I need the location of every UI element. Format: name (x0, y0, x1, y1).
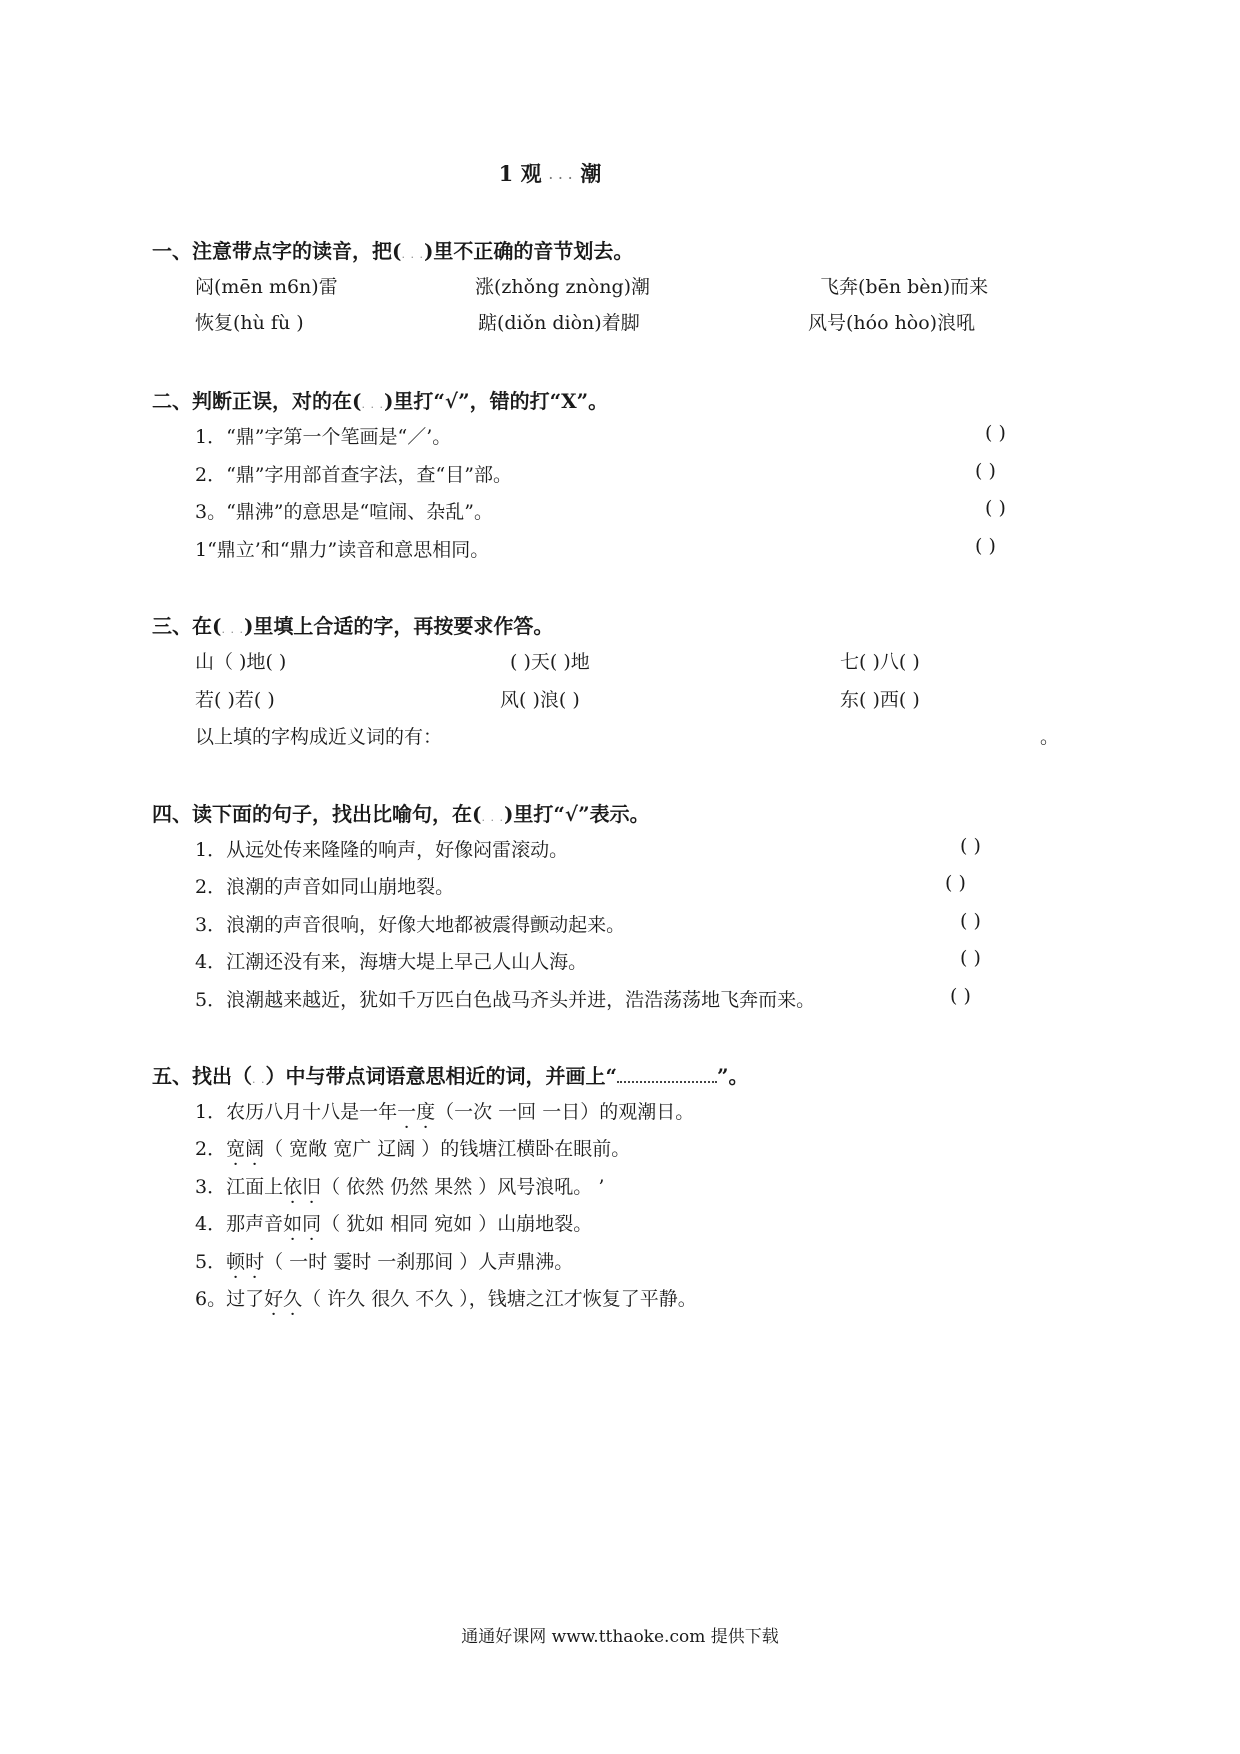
fill-item[interactable]: 七( )八( ) (840, 651, 920, 673)
section-4-heading (152, 798, 650, 827)
heading-text: )里打“√”表示。 (503, 802, 650, 826)
title-number: 1 (498, 161, 514, 186)
heading-text: 一、注意带点字的读音，把( (152, 239, 402, 263)
item-prefix: 2． (195, 1138, 227, 1160)
pinyin-item: 踮(diǒn diòn)着脚 (478, 312, 640, 334)
dotted-char: 时 (245, 1251, 265, 1273)
sentence-item: 5．浪潮越来越近，犹如千万匹白色战马齐头并进，浩浩荡荡地飞奔而来。 (195, 989, 816, 1011)
item-options: （ 许久 很久 不久 ），钱塘之江才恢复了平静。 (302, 1288, 697, 1310)
dotted-char: 同 (302, 1213, 322, 1235)
item-options: （ 犹如 相同 宛如 ）山崩地裂。 (321, 1213, 593, 1235)
sentence-item: 4．江潮还没有来，海塘大堤上早己人山人海。 (195, 951, 588, 973)
heading-text: 五、找出（ (152, 1064, 252, 1088)
heading-text: 三、在( (152, 614, 222, 638)
heading-text: )里不正确的音节划去。 (423, 239, 634, 263)
answer-paren[interactable]: ( ) (975, 460, 996, 482)
answer-paren[interactable]: ( ) (960, 947, 981, 969)
title-dots: . . . (548, 169, 574, 182)
fill-item[interactable]: 风( )浪( ) (500, 689, 580, 711)
pinyin-item: 风号(hóo hòo)浪吼 (808, 312, 976, 334)
dotted-char: 好 (264, 1288, 284, 1310)
judgement-item: 1“鼎立’和“鼎力”读音和意思相同。 (195, 539, 490, 561)
heading-text: )里打“√”，错的打“X”。 (383, 389, 609, 413)
section-5-heading (152, 1060, 749, 1089)
heading-dots: . . . (361, 398, 384, 411)
fill-item[interactable]: 东( )西( ) (840, 689, 920, 711)
heading-text: ”。 (717, 1064, 749, 1088)
dotted-char: 顿 (226, 1251, 246, 1273)
item-options: （ 依然 仍然 果然 ）风号浪吼。 ’ (321, 1176, 605, 1198)
title-char-1: 观 (520, 161, 542, 186)
wavy-underline-sample (617, 1071, 717, 1083)
page-title (0, 158, 1100, 188)
answer-paren[interactable]: ( ) (945, 872, 966, 894)
answer-paren[interactable]: ( ) (960, 835, 981, 857)
dotted-char: 依 (283, 1176, 303, 1198)
judgement-item: 1．“鼎”字第一个笔画是“／’。 (195, 426, 452, 448)
dotted-char: 旧 (302, 1176, 322, 1198)
answer-paren[interactable]: ( ) (960, 910, 981, 932)
item-options: （ 一时 霎时 一刹那间 ）人声鼎沸。 (264, 1251, 574, 1273)
item-prefix: 4．那声音 (195, 1213, 284, 1235)
judgement-item: 2．“鼎”字用部首查字法，查“目”部。 (195, 464, 512, 486)
item-options: （一次 一回 一日）的观潮日。 (435, 1101, 695, 1123)
item-prefix: 1．农历八月十八是一年 (195, 1101, 398, 1123)
heading-text: 四、读下面的句子，找出比喻句，在( (152, 802, 482, 826)
sentence-item: 2．浪潮的声音如同山崩地裂。 (195, 876, 455, 898)
heading-text: ）中与带点词语意思相近的词，并画上“ (265, 1064, 618, 1088)
item-prefix: 3．江面上 (195, 1176, 284, 1198)
synonym-line-end: 。 (1040, 726, 1060, 748)
answer-paren[interactable]: ( ) (975, 535, 996, 557)
title-char-2: 潮 (580, 161, 602, 186)
dotted-char: 度 (416, 1101, 436, 1123)
dotted-char: 宽 (226, 1138, 246, 1160)
dotted-char: 一 (397, 1101, 417, 1123)
dotted-char: 如 (283, 1213, 303, 1235)
synonym-item (195, 1097, 694, 1124)
item-prefix: 5． (195, 1251, 227, 1273)
heading-dots: . . . (481, 811, 504, 824)
fill-item[interactable]: 山（ )地( ) (195, 651, 287, 673)
sentence-item: 3．浪潮的声音很响，好像大地都被震得颤动起来。 (195, 914, 626, 936)
item-prefix: 6。过了 (195, 1288, 265, 1310)
footer-credit: 通通好课网 www.tthaoke.com 提供下载 (461, 1627, 779, 1647)
synonym-line: 以上填的字构成近义词的有： (195, 726, 443, 748)
judgement-item: 3。“鼎沸”的意思是“喧闹、杂乱”。 (195, 501, 493, 523)
pinyin-item: 恢复(hù fù ) (195, 312, 304, 334)
dotted-char: 久 (283, 1288, 303, 1310)
answer-paren[interactable]: ( ) (950, 985, 971, 1007)
pinyin-item: 闷(mēn m6n)雷 (195, 276, 338, 298)
synonym-item (195, 1209, 592, 1236)
pinyin-item: 涨(zhǒng znòng)潮 (475, 276, 651, 298)
synonym-item (195, 1134, 630, 1161)
sentence-item: 1．从远处传来隆隆的响声，好像闷雷滚动。 (195, 839, 569, 861)
pinyin-item: 飞奔(bēn bèn)而来 (820, 276, 989, 298)
answer-paren[interactable]: ( ) (985, 422, 1006, 444)
section-2-heading (152, 385, 608, 414)
synonym-item (195, 1172, 604, 1199)
heading-text: 二、判断正误，对的在( (152, 389, 362, 413)
section-1-heading (152, 235, 633, 264)
fill-item[interactable]: 若( )若( ) (195, 689, 275, 711)
synonym-item (195, 1247, 573, 1274)
dotted-char: 阔 (245, 1138, 265, 1160)
item-options: （ 宽敞 宽广 辽阔 ）的钱塘江横卧在眼前。 (264, 1138, 631, 1160)
fill-item[interactable]: ( )天( )地 (510, 651, 590, 673)
heading-text: )里填上合适的字，再按要求作答。 (243, 614, 554, 638)
heading-dots: . . (252, 1073, 266, 1086)
answer-paren[interactable]: ( ) (985, 497, 1006, 519)
heading-dots: . . . (401, 248, 424, 261)
synonym-item (195, 1284, 697, 1311)
heading-dots: . . . (221, 623, 244, 636)
section-3-heading (152, 610, 553, 639)
